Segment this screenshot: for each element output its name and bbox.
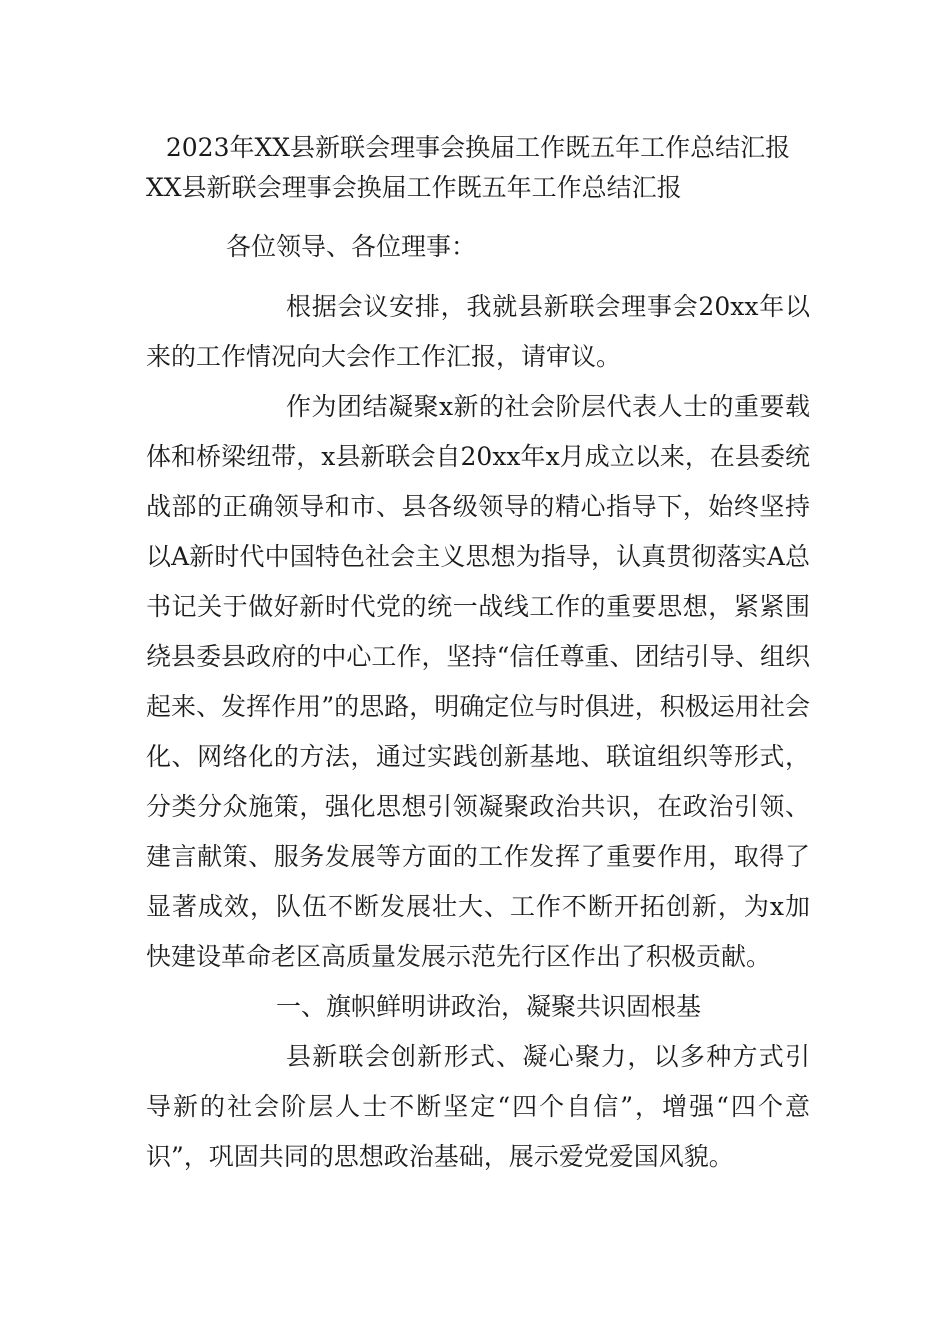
document-body — [146, 128, 810, 1182]
paragraph-intro: 根据会议安排，我就县新联会理事会20xx年以来的工作情况向大会作工作汇报，请审议。 — [146, 292, 810, 371]
document-title: 2023年XX县新联会理事会换届工作既五年工作总结汇报 — [165, 133, 791, 162]
section-paragraph: 县新联会创新形式、凝心聚力，以多种方式引导新的社会阶层人士不断坚定“四个自信”，增强“四个意识”，巩固共同的思想政治基础，展示爱党爱国风貌。 — [146, 1042, 810, 1171]
section-heading: 一、旗帜鲜明讲政治，凝聚共识固根基 — [276, 992, 702, 1021]
document-subtitle: XX县新联会理事会换届工作既五年工作总结汇报 — [146, 173, 682, 202]
paragraph-overview: 作为团结凝聚x新的社会阶层代表人士的重要载体和桥梁纽带，x县新联会自20xx年x月成立以来，在县委统战部的正确领导和市、县各级领导的精心指导下，始终坚持以A新时代中国特色社会主义思想为指导，认真贯彻落实A总书记关于做好新时代党的统一战线工作的重要思想，紧紧围绕县委县政府的中心工作，坚持“信任尊重、团结引导、组织起来、发挥作用”的思路，明确定位与时俱进，积极运用社会化、网络化的方法，通过实践创新基地、联谊组织等形式，分类分众施策，强化思想引领凝聚政治共识，在政治引领、建言献策、服务发展等方面的工作发挥了重要作用，取得了显著成效，队伍不断发展壮大、工作不断开拓创新，为x加快建设革命老区高质量发展示范先行区作出了积极贡献。 — [146, 392, 810, 971]
greeting: 各位领导、各位理事： — [226, 232, 477, 261]
